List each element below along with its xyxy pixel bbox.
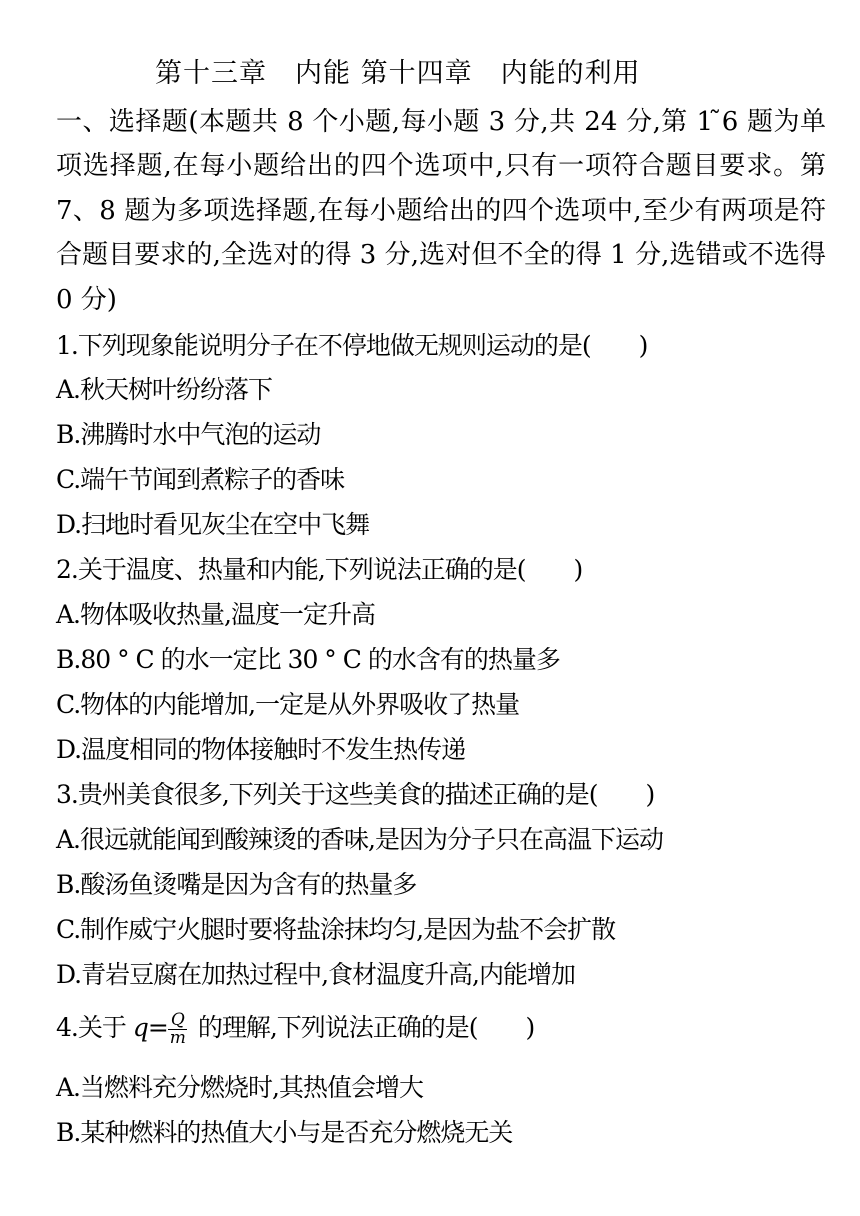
question-3-option-c: C.制作威宁火腿时要将盐涂抹均匀,是因为盐不会扩散 [56, 915, 616, 944]
question-2-option-c: C.物体的内能增加,一定是从外界吸收了热量 [56, 690, 520, 719]
question-4-stem [56, 1008, 534, 1048]
question-3-stem: 3.贵州美食很多,下列关于这些美食的描述正确的是( ) [56, 780, 655, 809]
question-2-option-d: D.温度相同的物体接触时不发生热传递 [56, 735, 466, 764]
formula-denominator: m [169, 1028, 185, 1048]
question-1-option-b: B.沸腾时水中气泡的运动 [56, 420, 321, 449]
formula-variable: q= [132, 1013, 168, 1042]
question-1-option-a: A.秋天树叶纷纷落下 [56, 375, 273, 404]
chapter-title: 第十三章 内能 第十四章 内能的利用 [155, 58, 641, 89]
formula-numerator: Q [168, 1012, 187, 1030]
question-4-option-a: A.当燃料充分燃烧时,其热值会增大 [56, 1073, 423, 1102]
question-2-stem: 2.关于温度、热量和内能,下列说法正确的是( ) [56, 555, 583, 584]
question-2-option-b: B.80 ° C 的水一定比 30 ° C 的水含有的热量多 [56, 645, 560, 674]
question-4-stem-suffix: 的理解,下列说法正确的是( ) [190, 1013, 535, 1042]
question-3-option-d: D.青岩豆腐在加热过程中,食材温度升高,内能增加 [56, 960, 575, 989]
question-1-stem: 1.下列现象能说明分子在不停地做无规则运动的是( ) [56, 331, 648, 360]
question-3-option-a: A.很远就能闻到酸辣烫的香味,是因为分子只在高温下运动 [56, 825, 663, 854]
question-1-option-d: D.扫地时看见灰尘在空中飞舞 [56, 510, 370, 539]
formula-fraction [168, 1012, 187, 1047]
question-3-option-b: B.酸汤鱼烫嘴是因为含有的热量多 [56, 870, 417, 899]
question-1-option-c: C.端午节闻到煮粽子的香味 [56, 465, 345, 494]
question-2-option-a: A.物体吸收热量,温度一定升高 [56, 600, 375, 629]
section-instructions: 一、选择题(本题共 8 个小题,每小题 3 分,共 24 分,第 1 ̃6 题为单项选择题,在每小题给出的四个选项中,只有一项符合题目要求。第 7、8 题为多项选择题,在每小题给出的四个选项中,至少有两项是符合题目要求的,全选对的得 3 分,选对但不全的得 1 分,选错或不选得 0 分) [56, 107, 826, 315]
question-4-stem-prefix: 4.关于 [56, 1013, 133, 1042]
question-4-option-b: B.某种燃料的热值大小与是否充分燃烧无关 [56, 1118, 513, 1147]
